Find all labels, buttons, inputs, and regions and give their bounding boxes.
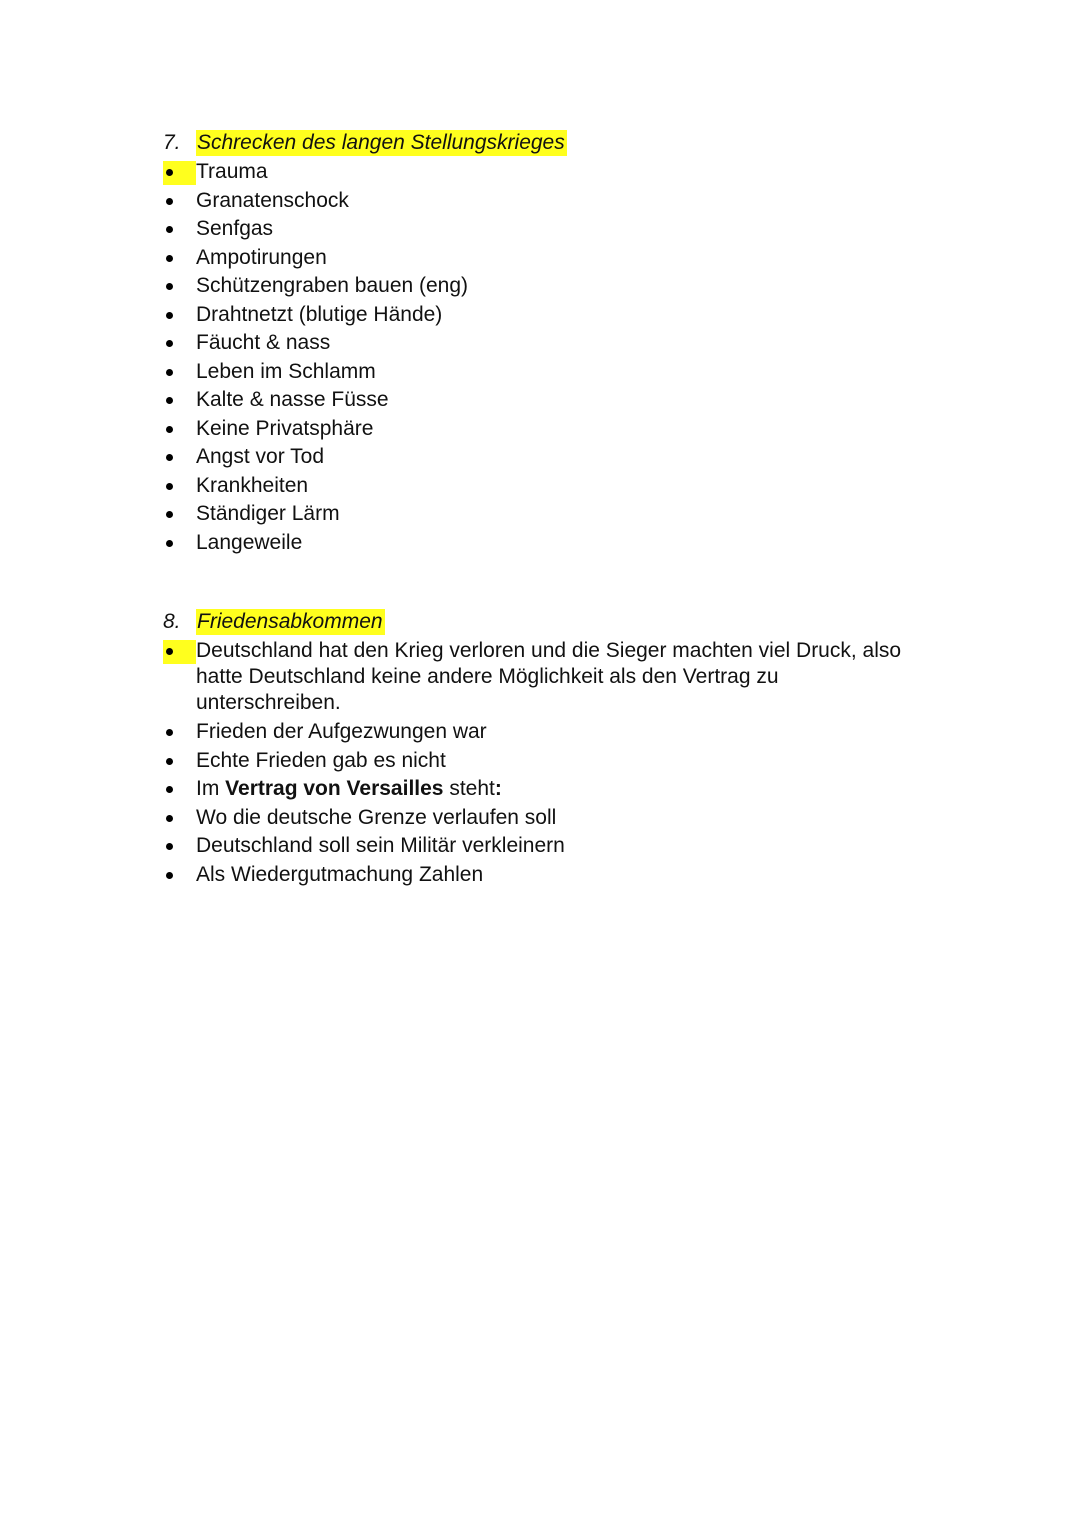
list-item-text: Granatenschock bbox=[196, 188, 349, 212]
bullet-icon bbox=[166, 786, 173, 793]
list-item bbox=[163, 386, 963, 415]
bullet-icon bbox=[166, 169, 173, 176]
list-item bbox=[163, 443, 963, 472]
list-item bbox=[163, 529, 963, 558]
list-item bbox=[163, 244, 963, 273]
bullet-icon bbox=[166, 815, 173, 822]
list-item-text: Langeweile bbox=[196, 530, 303, 554]
bullet-icon bbox=[166, 511, 173, 518]
list-item bbox=[163, 718, 963, 747]
list-item-text: Echte Frieden gab es nicht bbox=[196, 748, 446, 772]
section-7-list bbox=[163, 158, 963, 557]
list-item-text: Deutschland soll sein Militär verkleinern bbox=[196, 834, 565, 857]
section-7-number: 7. bbox=[163, 131, 181, 154]
vertrag-prefix: Im bbox=[196, 777, 220, 800]
vertrag-name: Vertrag von Versailles bbox=[225, 777, 444, 800]
list-item-text: Als Wiedergutmachung Zahlen bbox=[196, 862, 484, 886]
intro-line-3: unterschreiben. bbox=[196, 691, 341, 714]
list-item bbox=[163, 358, 963, 387]
list-item bbox=[163, 637, 963, 718]
section-8-heading bbox=[163, 607, 963, 637]
list-item-text: Angst vor Tod bbox=[196, 445, 325, 468]
bullet-icon bbox=[166, 648, 173, 655]
bullet-icon bbox=[166, 283, 173, 290]
list-item-text: Kalte & nasse Füsse bbox=[196, 388, 389, 411]
list-item bbox=[163, 215, 963, 244]
list-item bbox=[163, 301, 963, 330]
list-item bbox=[163, 329, 963, 358]
bullet-icon bbox=[166, 483, 173, 490]
list-item bbox=[163, 187, 963, 216]
bullet-icon bbox=[166, 369, 173, 376]
section-8-title: Friedensabkommen bbox=[197, 610, 383, 633]
list-item bbox=[163, 472, 963, 501]
list-item-text: Frieden der Aufgezwungen war bbox=[196, 720, 487, 743]
list-item bbox=[163, 415, 963, 444]
list-item-text: Leben im Schlamm bbox=[196, 359, 376, 383]
list-item-text: Trauma bbox=[196, 160, 268, 183]
intro-text bbox=[196, 639, 901, 714]
list-item-text: Ampotirungen bbox=[196, 245, 327, 269]
list-item bbox=[163, 500, 963, 529]
bullet-icon bbox=[166, 312, 173, 319]
bullet-icon bbox=[166, 758, 173, 765]
bullet-icon bbox=[166, 843, 173, 850]
list-item bbox=[163, 832, 963, 861]
list-item-text: Senfgas bbox=[196, 217, 274, 240]
list-item-text: Fäucht & nass bbox=[196, 331, 331, 354]
section-8-number: 8. bbox=[163, 610, 181, 633]
bullet-icon bbox=[166, 255, 173, 262]
bullet-icon bbox=[166, 872, 173, 879]
bullet-icon bbox=[166, 426, 173, 433]
list-item bbox=[163, 747, 963, 776]
section-7 bbox=[163, 128, 963, 557]
section-7-title: Schrecken des langen Stellungskrieges bbox=[197, 131, 565, 154]
bullet-icon bbox=[166, 397, 173, 404]
bullet-icon bbox=[166, 226, 173, 233]
list-item-text: Keine Privatsphäre bbox=[196, 416, 374, 440]
bullet-icon bbox=[166, 729, 173, 736]
bullet-icon bbox=[166, 340, 173, 347]
section-8 bbox=[163, 607, 963, 889]
vertrag-colon: : bbox=[494, 777, 502, 800]
list-item bbox=[163, 861, 963, 890]
list-item-text: Drahtnetzt (blutige Hände) bbox=[196, 302, 443, 326]
bullet-icon bbox=[166, 540, 173, 547]
list-item bbox=[163, 158, 963, 187]
list-item bbox=[163, 804, 963, 833]
vertrag-suffix: steht bbox=[449, 777, 495, 800]
list-item-text: Krankheiten bbox=[196, 473, 309, 497]
section-7-heading bbox=[163, 128, 963, 158]
list-item-text: Schützengraben bauen (eng) bbox=[196, 274, 469, 297]
list-item-text: Ständiger Lärm bbox=[196, 502, 340, 525]
list-item bbox=[163, 775, 963, 804]
intro-line-2: hatte Deutschland keine andere Möglichkeit als den Vertrag zu bbox=[196, 665, 779, 688]
intro-line-1: Deutschland hat den Krieg verloren und die Sieger machten viel Druck, also bbox=[196, 639, 902, 662]
bullet-icon bbox=[166, 198, 173, 205]
list-item-text: Wo die deutsche Grenze verlaufen soll bbox=[196, 805, 557, 829]
section-8-list bbox=[163, 637, 963, 889]
list-item bbox=[163, 272, 963, 301]
bullet-icon bbox=[166, 454, 173, 461]
